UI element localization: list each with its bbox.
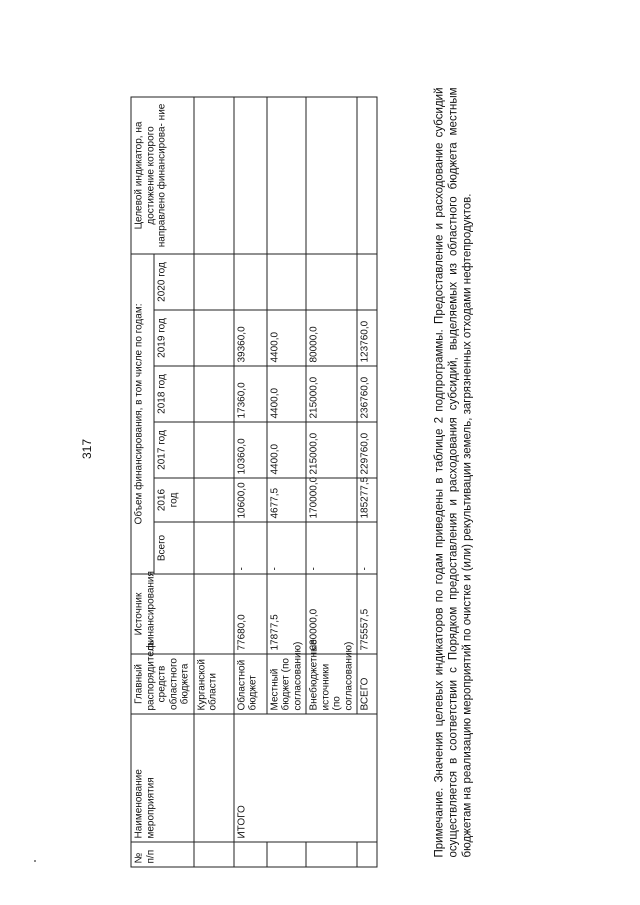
source-cell: Местный бюджет (по согласованию) [267, 654, 307, 714]
y2019-cell: 17360,0 [234, 366, 267, 422]
header-target: Целевой индикатор, на достижение которого направлено финансирова- ние [131, 97, 194, 254]
y2016-cell: - [267, 522, 307, 574]
header-source: Источник финансирования [131, 574, 194, 654]
y2020-cell: 39360,0 [234, 310, 267, 366]
total-cell: 775557,5 [357, 574, 377, 654]
table-row [234, 97, 267, 867]
prev-manager-cell: Курганской области [194, 654, 234, 714]
y2016-cell: - [306, 522, 357, 574]
scan-dot [34, 860, 36, 862]
header-2019: 2019 год [154, 310, 193, 366]
y2020-cell: 80000,0 [306, 310, 357, 366]
source-cell: ВСЕГО [357, 654, 377, 714]
y2020-cell: 4400,0 [267, 310, 307, 366]
financing-table [131, 96, 378, 867]
y2017-cell: 10600,0 [234, 478, 267, 522]
header-total: Всего [154, 522, 193, 574]
y2017-cell: 185277,5 [357, 478, 377, 522]
y2019-cell: 236760,0 [357, 366, 377, 422]
header-volume: Объем финансирования, в том числе по годам: [131, 254, 154, 574]
page-number: 317 [80, 438, 94, 460]
header-event-name: Наименование мероприятия [131, 714, 194, 842]
y2018-cell: 10360,0 [234, 422, 267, 478]
y2016-cell: - [234, 522, 267, 574]
total-cell: 77680,0 [234, 574, 267, 654]
header-num: № п/п [131, 842, 194, 867]
note-paragraph: Примечание. Значения целевых индикаторов по годам приведены в таблице 2 подпрограммы. Предоставление и расходование субсидий осуществляется в соответствии с Порядком предоставления и расходования субсидий, выделяемых из областного бюджета местным бюджетам на реализацию мероприятий по очистке и (или) рекультивации земель, загрязненных отходами нефтепродуктов. [433, 87, 474, 858]
header-main-manager: Главный распорядитель средств областного бюджета [131, 654, 194, 714]
y2018-cell: 229760,0 [357, 422, 377, 478]
total-cell: 17877,5 [267, 574, 307, 654]
header-row-1 [131, 97, 154, 867]
y2017-cell: 4677,5 [267, 478, 307, 522]
header-2020: 2020 год [154, 254, 193, 310]
header-2018: 2018 год [154, 366, 193, 422]
rotated-landscape-content [131, 88, 486, 868]
y2019-cell: 4400,0 [267, 366, 307, 422]
y2019-cell: 215000,0 [306, 366, 357, 422]
y2020-cell: 123760,0 [357, 310, 377, 366]
header-2016: 2016 год [154, 478, 193, 522]
source-cell: Областной бюджет [234, 654, 267, 714]
y2018-cell: 215000,0 [306, 422, 357, 478]
source-cell: Внебюджетные источники (по согласованию) [306, 654, 357, 714]
y2016-cell: - [357, 522, 377, 574]
y2017-cell: 170000,0 [306, 478, 357, 522]
table-row-prev [194, 97, 234, 867]
y2018-cell: 4400,0 [267, 422, 307, 478]
total-cell: 680000,0 [306, 574, 357, 654]
header-2017: 2017 год [154, 422, 193, 478]
itogo-label: ИТОГО [234, 714, 378, 842]
